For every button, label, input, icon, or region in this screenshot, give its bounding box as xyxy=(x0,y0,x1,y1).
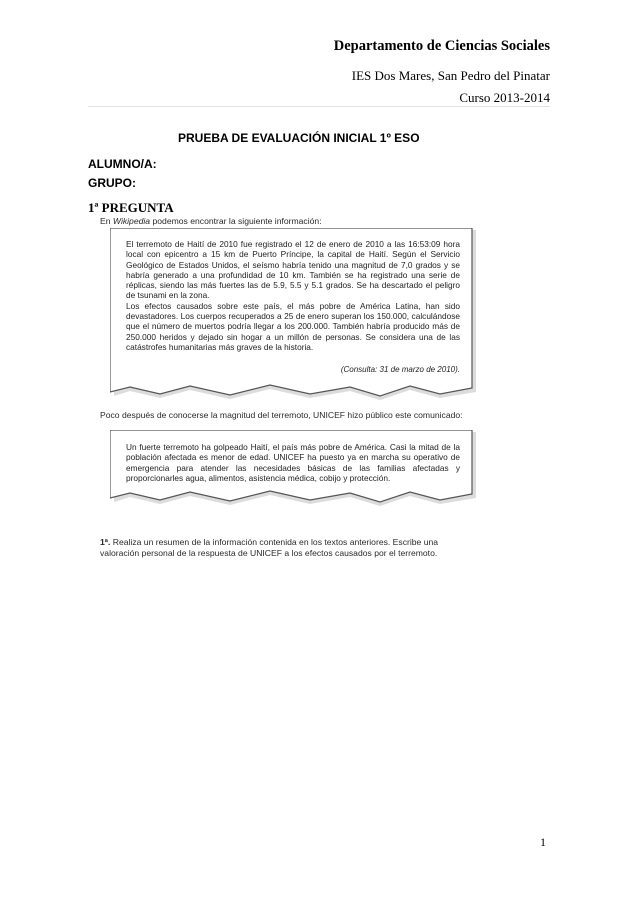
activity-text: Realiza un resumen de la información contenida en los textos anteriores. Escribe una valoración personal de la respuesta de UNICEF a los efectos causados por el terremoto. xyxy=(100,537,439,558)
header-department: Departamento de Ciencias Sociales xyxy=(333,38,550,54)
wikipedia-paragraph-2: Los efectos causados sobre este país, el más pobre de América Latina, han sido devastadores. Los cuerpos recuperados a 25 de enero superan los 150.000, calculándose que el número de muertos podría llegar a los 200.000. También habría producido más de 250.000 heridos y dejado sin hogar a un millón de personas. Se considera una de las catástrofes humanitarias más graves de la historia. xyxy=(126,300,460,352)
wikipedia-paragraph-1: El terremoto de Haití de 2010 fue registrado el 12 de enero de 2010 a las 16:53:09 hora local con epicentro a 15 km de Puerto Príncipe, la capital de Haití. Según el Servicio Geológico de Estados Unidos, el seísmo habría tenido una magnitud de 7,0 grados y se habría generado a una profundidad de 10 km. También se ha registrado una serie de réplicas, siendo las más fuertes las de 5.9, 5.5 y 5.1 grados. Se ha descartado el peligro de tsunami en la zona. xyxy=(126,239,460,301)
exam-title: PRUEBA DE EVALUACIÓN INICIAL 1º ESO xyxy=(178,131,420,145)
wikipedia-citation: (Consulta: 31 de marzo de 2010). xyxy=(340,365,460,374)
scan-intro xyxy=(100,216,322,227)
header-course: Curso 2013-2014 xyxy=(459,90,550,105)
scan-intro-unicef: Poco después de conocerse la magnitud del terremoto, UNICEF hizo público este comunicado: xyxy=(100,410,463,420)
scan-intro-suffix: podemos encontrar la siguiente información: xyxy=(150,216,322,226)
wikipedia-quote-text xyxy=(126,239,460,352)
activity-number: 1ª. xyxy=(100,537,111,547)
scan-intro-source: Wikipedia xyxy=(112,216,151,226)
page-number: 1 xyxy=(540,835,546,849)
activity-instruction xyxy=(100,537,460,558)
group-field-label: GRUPO: xyxy=(88,176,136,190)
question-heading: 1ª PREGUNTA xyxy=(88,200,174,215)
scan-intro-prefix: En xyxy=(100,216,113,226)
header-divider xyxy=(88,106,550,107)
student-field-label: ALUMNO/A: xyxy=(88,157,157,171)
unicef-quote-text: Un fuerte terremoto ha golpeado Haití, el país más pobre de América. Casi la mitad de la población afectada es menor de edad. UNICEF ha puesto ya en marcha su operativo de emergencia para atender las necesidades básicas de las familias afectadas y proporcionarles agua, alimentos, asistencia médica, cobijo y protección. xyxy=(126,442,460,483)
header-school: IES Dos Mares, San Pedro del Pinatar xyxy=(351,68,550,83)
